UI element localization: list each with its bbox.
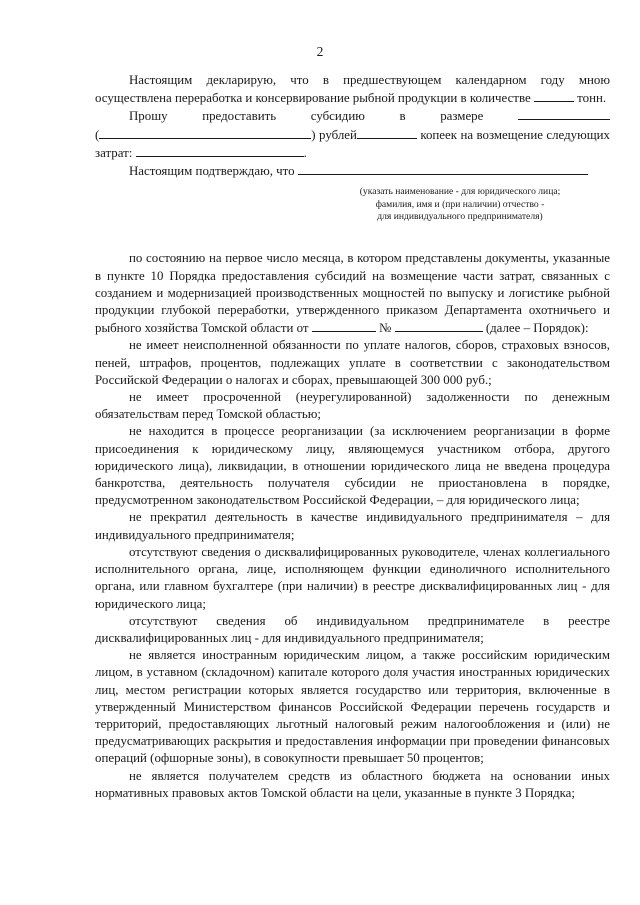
main-paragraph-end: (далее – Порядок): [485,321,589,336]
page-number: 2 [316,44,324,59]
paren-open: ( [95,127,100,142]
main-paragraph [95,250,610,337]
tonnage-blank [534,89,574,102]
applicant-name-blank [298,162,588,175]
amount-blank [518,107,610,120]
costs-line [95,144,610,162]
condition-item: отсутствуют сведения об индивидуальном предпринимателе в реестре дисквалифицированных лиц - для индивидуального предпринимателя; [95,613,610,645]
request-word: Прошу [129,109,168,124]
condition-item: не имеет неисполненной обязанности по уплате налогов, сборов, страховых взносов, пеней, штрафов, процентов, подлежащих уплате в соответствии с законодательством Российской Федерации о налогах и сборах, превышающей 300 000 руб.; [95,338,610,387]
amount-words-line [95,126,610,144]
main-paragraph-text: по состоянию на первое число месяца, в котором представлены документы, указанные в пункте 10 Порядка предоставления субсидий на возмещение части затрат, связанных с созданием и модернизацией производственных мощностей по выпуску и логистике рыбной продукции глубокой переработки, утвержденного приказом Департамента охотничьего и рыбного хозяйства Томской области от [95,251,610,336]
declaration-paragraph [95,72,610,107]
costs-blank [136,144,304,157]
request-row [95,107,610,125]
costs-dot: . [303,145,307,160]
kopecks-label: копеек на возмещение следующих [420,127,611,142]
hint-line: фамилия, имя и (при наличии) отчество - [375,198,545,210]
hint-line: (указать наименование - для юридического лица; [359,186,561,198]
hint-line: для индивидуального предпринимателя) [377,211,543,223]
document-body [95,72,610,802]
condition-item: не является получателем средств из областного бюджета на основании иных нормативных правовых актов Томской области на цели, указанные в пункте 3 Порядка; [95,768,610,800]
rubles-label: ) рублей [311,127,357,142]
number-sign: № [379,321,392,336]
confirm-text: Настоящим подтверждаю, что [129,164,295,179]
request-word: в [399,109,406,124]
request-word: субсидию [310,109,365,124]
condition-item: не прекратил деятельность в качестве индивидуального предпринимателя – для индивидуального предпринимателя; [95,510,610,542]
costs-label: затрат: [95,145,133,160]
order-date-blank [312,319,376,332]
confirm-line [95,162,610,180]
tonnage-unit: тонн. [577,91,607,106]
declaration-text: Настоящим декларирую, что в предшествующем календарном году мною осуществлена переработка и консервирование рыбной продукции в количестве [95,73,610,106]
request-word: размере [440,109,484,124]
amount-words-blank [99,126,311,139]
applicant-hint [340,186,580,223]
condition-item: не имеет просроченной (неурегулированной) задолженности по денежным обязательствам перед Томской областью; [95,390,610,422]
condition-item: отсутствуют сведения о дисквалифицированных руководителе, членах коллегиального исполнительного органа, лице, исполняющем функции единоличного исполнительного органа, или главном бухгалтере (при наличии) в реестре дисквалифицированных лиц - для юридического лица; [95,544,610,611]
condition-item: не является иностранным юридическим лицом, а также российским юридическим лицом, в уставном (складочном) капитале которого доля участия иностранных юридических лиц, местом регистрации которых является государство или территория, включенные в утвержденный Министерством финансов Российской Федерации перечень государств и территорий, предоставляющих льготный налоговый режим налогообложения и (или) не предусматривающих раскрытия и предоставления информации при проведении финансовых операций (офшорные зоны), в совокупности превышает 50 процентов; [95,648,610,766]
order-number-blank [395,319,483,332]
kopecks-blank [357,126,417,139]
spacer [95,223,610,250]
request-word: предоставить [202,109,277,124]
condition-item: не находится в процессе реорганизации (за исключением реорганизации в форме присоединения к юридическому лицу, являющемуся участником отбора, другого юридического лица), ликвидации, в отношении юридического лица не введена процедура банкротства, деятельность получателя субсидии не приостановлена в порядке, предусмотренном законодательством Российской Федерации, – для юридического лица; [95,424,610,508]
